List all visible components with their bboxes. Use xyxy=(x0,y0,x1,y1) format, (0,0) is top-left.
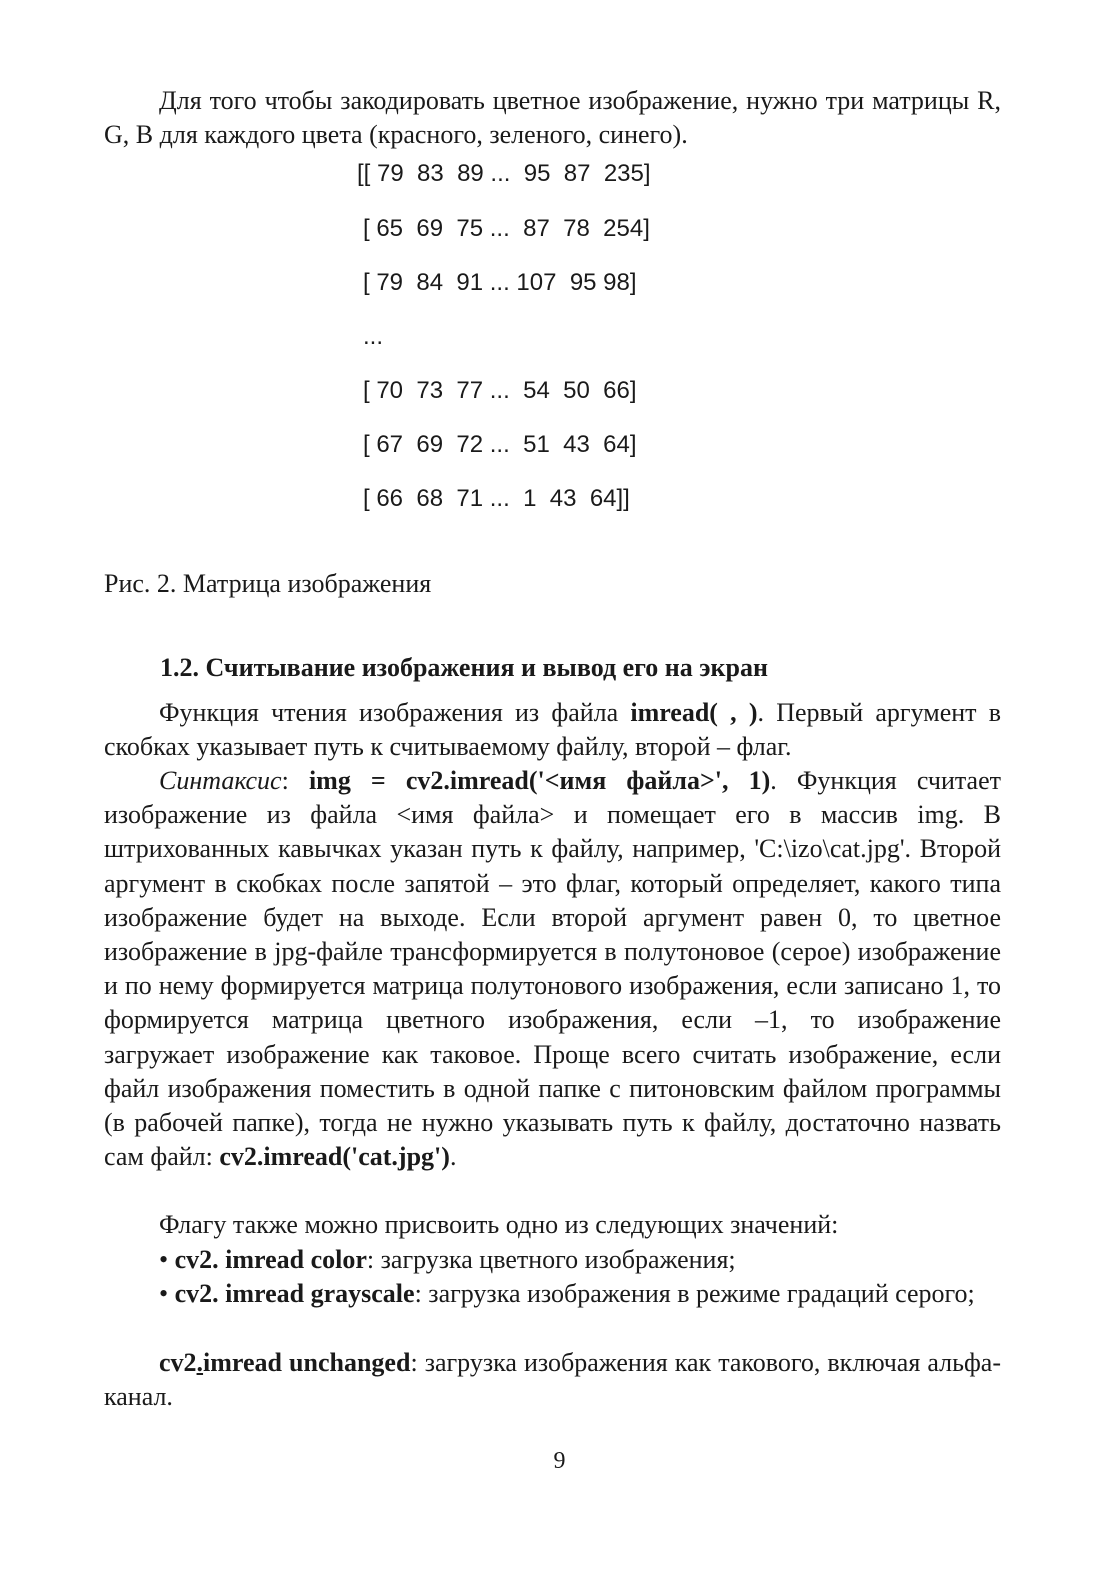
bullet-list xyxy=(104,1243,1001,1311)
flag-name: cv2 xyxy=(159,1348,197,1377)
bullet-icon: • xyxy=(159,1279,169,1309)
section-heading: 1.2. Считывание изображения и вывод его на экран xyxy=(160,653,768,682)
paragraph-text: . Функция считает изображение из файла <имя файла> и помещает его в массив img. В штрихованных кавычках указан путь к файлу, например, 'C:\izo\cat.jpg'. Второй аргумент в скобках после запятой – это флаг, который определяет, какого типа изображение будет на выходе. Если второй аргумент равен 0, то цветное изображение в jpg-файле трансформируется в полутоновое (серое) изображение и по нему формируется матрица полутонового изображения, если записано 1, то формируется матрица цветного изображения, если –1, то изображение загружает изображение как таковое. Проще всего считать изображение, если файл изображения поместить в одной папке с питоновским файлом программы (в рабочей папке), тогда не нужно указывать путь к файлу, достаточно назвать сам файл: xyxy=(104,766,1001,1172)
paragraph-imread xyxy=(104,696,1001,764)
paragraph-unchanged xyxy=(104,1346,1001,1414)
code-imread: imread( , ) xyxy=(630,698,758,727)
matrix-row: [ 79 84 91 ... 107 95 98] xyxy=(363,269,637,296)
paragraph-text: Флагу также можно присвоить одно из следующих значений: xyxy=(159,1210,839,1239)
paragraph-text: : xyxy=(281,766,309,795)
paragraph-text: . Первый аргумент в скобках указывает путь к считываемому файлу, второй – флаг. xyxy=(104,698,1001,762)
matrix-row: [[ 79 83 89 ... 95 87 235] xyxy=(357,160,651,187)
list-item xyxy=(104,1243,1001,1277)
matrix-row: ... xyxy=(363,323,384,350)
paragraph-text: . xyxy=(449,1142,457,1172)
matrix-row: [ 65 69 75 ... 87 78 254] xyxy=(363,215,650,242)
list-item xyxy=(104,1277,1001,1311)
flag-name: cv2. imread grayscale xyxy=(174,1279,415,1309)
code-example: cv2.imread('cat.jpg') xyxy=(219,1142,450,1172)
flag-name: . xyxy=(196,1348,204,1377)
paragraph-flags xyxy=(104,1208,1001,1242)
page-number: 9 xyxy=(553,1448,566,1474)
intro-text: Для того чтобы закодировать цветное изображение, нужно три матрицы R, G, B для каждого цвета (красного, зеленого, синего). xyxy=(104,86,1001,150)
flag-description: : загрузка изображения в режиме градаций серого; xyxy=(414,1279,975,1309)
code-syntax: img = cv2.imread('<имя файла>', 1) xyxy=(308,766,771,795)
flag-name: imread unchanged xyxy=(203,1348,411,1377)
matrix-row: [ 67 69 72 ... 51 43 64] xyxy=(363,431,637,458)
syntax-label: Синтаксис xyxy=(159,766,282,795)
figure-caption: Рис. 2. Матрица изображения xyxy=(104,569,432,598)
bullet-icon: • xyxy=(159,1245,169,1274)
flag-name: cv2. imread color xyxy=(174,1245,367,1274)
paragraph-syntax xyxy=(104,764,1001,1174)
intro-paragraph xyxy=(104,84,1001,152)
matrix-row: [ 70 73 77 ... 54 50 66] xyxy=(363,377,637,404)
paragraph-text: Функция чтения изображения из файла xyxy=(159,698,631,727)
flag-description: : загрузка цветного изображения; xyxy=(366,1245,736,1274)
matrix-row: [ 66 68 71 ... 1 43 64]] xyxy=(363,485,630,512)
flag-description: : загрузка изображения как такового, включая альфа-канал. xyxy=(104,1348,1001,1412)
